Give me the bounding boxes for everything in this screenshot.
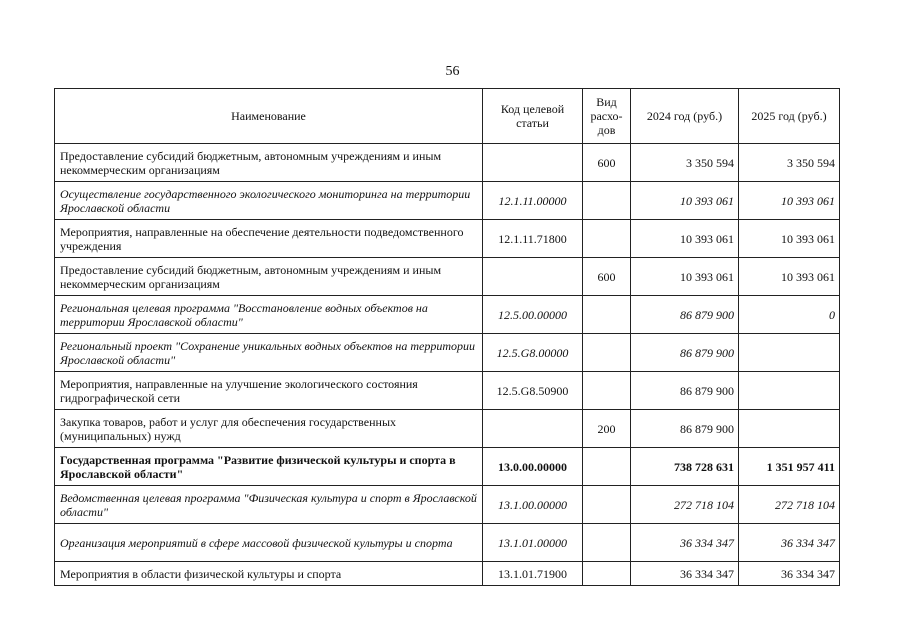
row-2025 — [739, 410, 840, 448]
row-2024: 36 334 347 — [631, 524, 739, 562]
row-name: Мероприятия, направленные на обеспечение деятельности подведомственного учреждения — [55, 220, 483, 258]
table-row — [55, 410, 840, 448]
row-2025 — [739, 372, 840, 410]
row-2025: 272 718 104 — [739, 486, 840, 524]
table-row — [55, 144, 840, 182]
row-code: 13.0.00.00000 — [483, 448, 583, 486]
header-code: Код целевой статьи — [483, 89, 583, 144]
row-expense-type — [583, 372, 631, 410]
row-name: Осуществление государственного экологического мониторинга на территории Ярославской области — [55, 182, 483, 220]
row-code: 12.1.11.00000 — [483, 182, 583, 220]
row-name: Предоставление субсидий бюджетным, автономным учреждениям и иным некоммерческим организациям — [55, 258, 483, 296]
row-name: Региональный проект "Сохранение уникальных водных объектов на территории Ярославской области" — [55, 334, 483, 372]
row-2025: 36 334 347 — [739, 524, 840, 562]
row-2025: 10 393 061 — [739, 182, 840, 220]
table-header-row — [55, 89, 840, 144]
row-2025 — [739, 334, 840, 372]
row-code: 12.5.00.00000 — [483, 296, 583, 334]
table-row — [55, 372, 840, 410]
row-code — [483, 410, 583, 448]
row-name: Закупка товаров, работ и услуг для обеспечения государственных (муниципальных) нужд — [55, 410, 483, 448]
row-2024: 10 393 061 — [631, 220, 739, 258]
row-code: 12.5.G8.50900 — [483, 372, 583, 410]
row-expense-type — [583, 486, 631, 524]
header-name: Наименование — [55, 89, 483, 144]
row-expense-type: 600 — [583, 144, 631, 182]
row-2025: 36 334 347 — [739, 562, 840, 586]
row-expense-type: 200 — [583, 410, 631, 448]
row-2024: 738 728 631 — [631, 448, 739, 486]
row-name: Мероприятия в области физической культуры и спорта — [55, 562, 483, 586]
table-row — [55, 220, 840, 258]
row-2025: 0 — [739, 296, 840, 334]
row-code — [483, 258, 583, 296]
row-expense-type — [583, 334, 631, 372]
page-number: 56 — [445, 64, 460, 79]
row-code: 13.1.01.00000 — [483, 524, 583, 562]
row-2025: 10 393 061 — [739, 220, 840, 258]
row-code — [483, 144, 583, 182]
row-expense-type — [583, 524, 631, 562]
table-row — [55, 524, 840, 562]
row-2024: 86 879 900 — [631, 410, 739, 448]
row-code: 13.1.00.00000 — [483, 486, 583, 524]
row-code: 13.1.01.71900 — [483, 562, 583, 586]
table-row — [55, 296, 840, 334]
row-2024: 86 879 900 — [631, 296, 739, 334]
table-row — [55, 486, 840, 524]
row-code: 12.5.G8.00000 — [483, 334, 583, 372]
row-2025: 10 393 061 — [739, 258, 840, 296]
row-2024: 272 718 104 — [631, 486, 739, 524]
row-name: Региональная целевая программа "Восстановление водных объектов на территории Ярославской области" — [55, 296, 483, 334]
row-expense-type — [583, 448, 631, 486]
row-expense-type: 600 — [583, 258, 631, 296]
row-2024: 36 334 347 — [631, 562, 739, 586]
row-2025: 1 351 957 411 — [739, 448, 840, 486]
budget-table — [54, 88, 840, 586]
table-row — [55, 562, 840, 586]
table-row — [55, 258, 840, 296]
table-row — [55, 182, 840, 220]
row-2024: 10 393 061 — [631, 182, 739, 220]
header-2024: 2024 год (руб.) — [631, 89, 739, 144]
header-2025: 2025 год (руб.) — [739, 89, 840, 144]
row-2024: 3 350 594 — [631, 144, 739, 182]
table-row — [55, 448, 840, 486]
table-row — [55, 334, 840, 372]
row-name: Мероприятия, направленные на улучшение экологического состояния гидрографической сети — [55, 372, 483, 410]
row-2025: 3 350 594 — [739, 144, 840, 182]
row-expense-type — [583, 182, 631, 220]
row-name: Ведомственная целевая программа "Физическая культура и спорт в Ярославской области" — [55, 486, 483, 524]
row-name: Государственная программа "Развитие физической культуры и спорта в Ярославской области" — [55, 448, 483, 486]
row-name: Организация мероприятий в сфере массовой физической культуры и спорта — [55, 524, 483, 562]
row-expense-type — [583, 220, 631, 258]
row-name: Предоставление субсидий бюджетным, автономным учреждениям и иным некоммерческим организациям — [55, 144, 483, 182]
row-2024: 86 879 900 — [631, 372, 739, 410]
row-expense-type — [583, 296, 631, 334]
row-2024: 86 879 900 — [631, 334, 739, 372]
header-expense-type: Вид расхо-дов — [583, 89, 631, 144]
row-expense-type — [583, 562, 631, 586]
row-2024: 10 393 061 — [631, 258, 739, 296]
row-code: 12.1.11.71800 — [483, 220, 583, 258]
